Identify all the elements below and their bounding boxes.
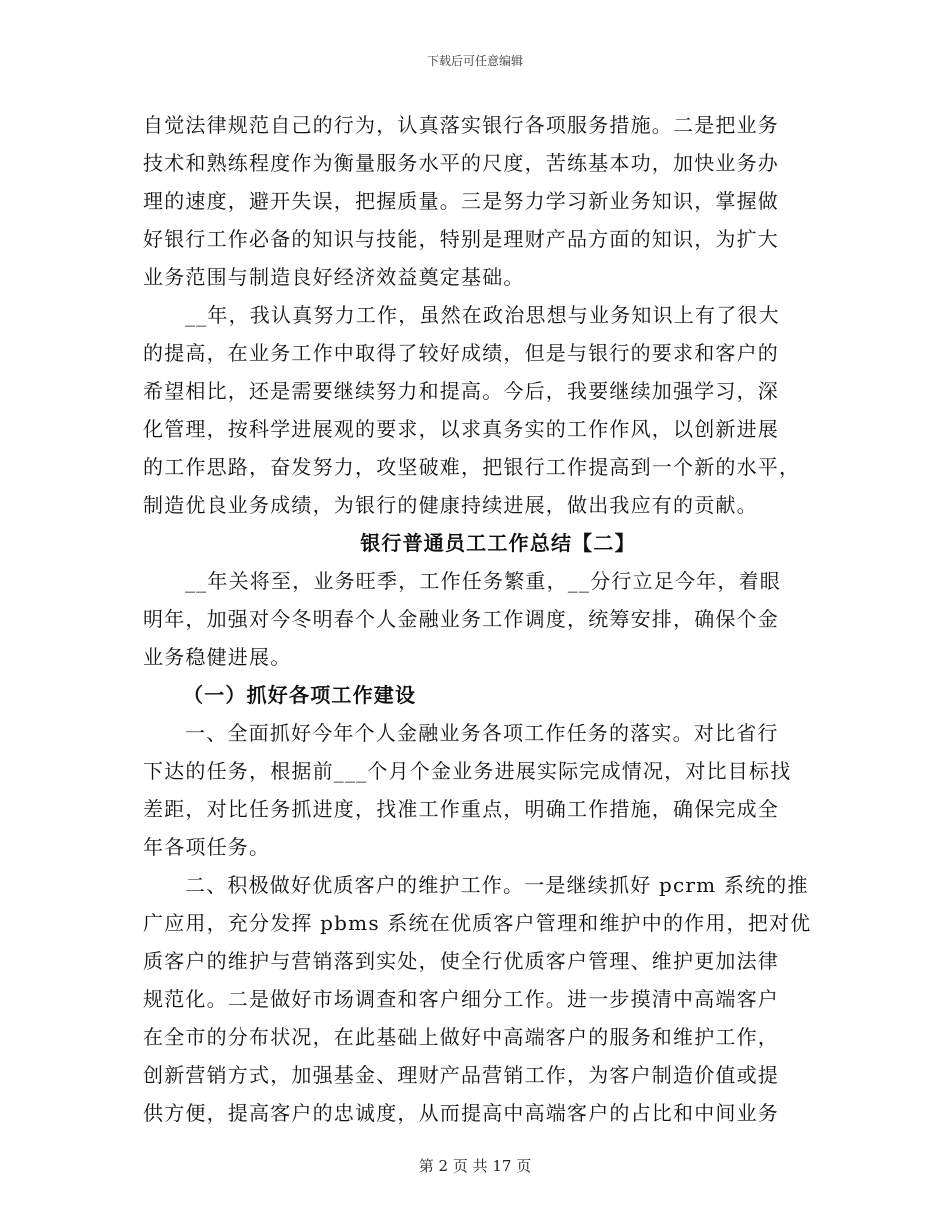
paragraph-line: 技术和熟练程度作为衡量服务水平的尺度，苦练基本功，加快业务办 (143, 151, 779, 175)
paragraph-first-line: __年，我认真努力工作，虽然在政治思想与业务知识上有了很大 (185, 303, 780, 327)
paragraph-line: 明年，加强对今冬明春个人金融业务工作调度，统筹安排，确保个金 (143, 607, 779, 631)
document-body (143, 106, 813, 1132)
paragraph-line: 下达的任务，根据前___个月个金业务进展实际完成情况，对比目标找 (143, 759, 792, 783)
section-title: 银行普通员工工作总结【二】 (360, 531, 636, 555)
paragraph-line: 化管理，按科学进展观的要求，以求真务实的工作作风，以创新进展 (143, 417, 779, 441)
paragraph-first-line: 二、积极做好优质客户的维护工作。一是继续抓好 pcrm 系统的推 (185, 873, 809, 897)
paragraph-line: 制造优良业务成绩，为银行的健康持续进展，做出我应有的贡献。 (143, 493, 758, 517)
paragraph-line: 自觉法律规范自己的行为，认真落实银行各项服务措施。二是把业务 (143, 113, 779, 137)
page-header: 下载后可任意编辑 (426, 54, 523, 68)
paragraph-line: 广应用，充分发挥 pbms 系统在优质客户管理和维护中的作用，把对优 (143, 911, 812, 935)
paragraph-line: 在全市的分布状况，在此基础上做好中高端客户的服务和维护工作， (143, 1025, 779, 1049)
paragraph-line: 质客户的维护与营销落到实处，使全行优质客户管理、维护更加法律 (143, 949, 779, 973)
paragraph-line: 好银行工作必备的知识与技能，特别是理财产品方面的知识，为扩大 (143, 227, 779, 251)
paragraph-line: 理的速度，避开失误，把握质量。三是努力学习新业务知识，掌握做 (143, 189, 779, 213)
paragraph-line: 的提高，在业务工作中取得了较好成绩，但是与银行的要求和客户的 (143, 341, 779, 365)
paragraph-first-line: __年关将至，业务旺季，工作任务繁重，__分行立足今年，着眼 (185, 569, 781, 593)
page-footer: 第 2 页 共 17 页 (418, 1157, 532, 1175)
paragraph-line: 业务范围与制造良好经济效益奠定基础。 (143, 265, 525, 289)
paragraph-line: 年各项任务。 (143, 835, 271, 859)
paragraph-line: 创新营销方式，加强基金、理财产品营销工作，为客户制造价值或提 (143, 1063, 779, 1087)
paragraph-line: 的工作思路，奋发努力，攻坚破难，把银行工作提高到一个新的水平， (143, 455, 801, 479)
paragraph-line: 差距，对比任务抓进度，找准工作重点，明确工作措施，确保完成全 (143, 797, 779, 821)
paragraph-line: 业务稳健进展。 (143, 645, 292, 669)
section-subheading: （一）抓好各项工作建设 (183, 683, 417, 707)
paragraph-line: 规范化。二是做好市场调查和客户细分工作。进一步摸清中高端客户 (143, 987, 779, 1011)
paragraph-line: 希望相比，还是需要继续努力和提高。今后，我要继续加强学习，深 (143, 379, 779, 403)
paragraph-line: 供方便，提高客户的忠诚度，从而提高中高端客户的占比和中间业务 (143, 1101, 779, 1125)
paragraph-first-line: 一、全面抓好今年个人金融业务各项工作任务的落实。对比省行 (185, 721, 779, 745)
